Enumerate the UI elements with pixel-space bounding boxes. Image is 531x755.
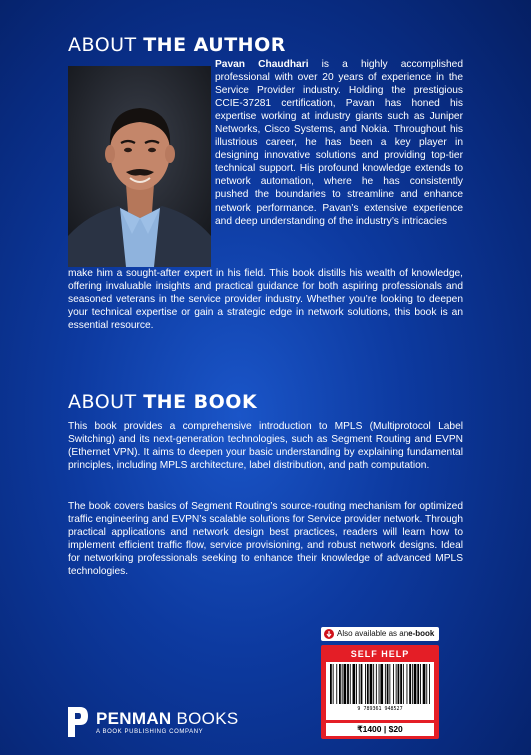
barcode-bar [417, 664, 419, 704]
barcode-bar [356, 664, 357, 704]
barcode-bar [387, 664, 389, 704]
barcode-bar [361, 664, 363, 704]
publisher-name-light: BOOKS [171, 708, 239, 728]
barcode-bar [380, 664, 383, 704]
barcode-bar [339, 664, 341, 704]
download-arrow-icon [324, 629, 334, 639]
barcode-bar [353, 664, 356, 704]
barcode-bar [347, 664, 349, 704]
book-heading [68, 391, 257, 413]
penman-logo-icon [66, 705, 90, 739]
author-heading-light: ABOUT [68, 34, 144, 56]
barcode-bar [336, 664, 337, 704]
barcode-bar [423, 664, 426, 704]
barcode-bar [429, 664, 430, 704]
publisher-logo [66, 705, 238, 739]
barcode-bars-icon [326, 662, 434, 706]
isbn-digits: 9 789361 948527 [357, 706, 403, 712]
barcode-bar [420, 664, 421, 704]
publisher-name [96, 710, 238, 728]
author-bio-text: is a highly accomplished professional with over 20 years of experience in the Service Provider industry. Holding the prestigious CCIE-37281 certification, Pavan has honed his expertise working at industry giants such as Juniper Networks, Cisco Systems, and Nokia. Throughout his illustrious career, he has been a key player in designing innovative solutions and providing top-tier technical support. His profound knowledge extends to network automation, where he has consistently pushed the boundaries to streamline and enhance network performance. Pavan’s extensive experience and deep understanding of the industry’s intricacies [215, 59, 463, 227]
book-heading-light: ABOUT [68, 391, 144, 413]
ebook-text: Also available as an [337, 629, 409, 638]
category-label: SELF HELP [350, 649, 410, 659]
author-bio-side [215, 58, 463, 228]
author-portrait-icon [68, 66, 211, 267]
barcode-bar [359, 664, 360, 704]
barcode-bar [407, 664, 408, 704]
author-name: Pavan Chaudhari [215, 59, 309, 70]
barcode-bar [412, 664, 413, 704]
book-heading-bold: THE BOOK [143, 391, 258, 413]
barcode-bar [365, 664, 366, 704]
book-paragraph-1: This book provides a comprehensive introduction to MPLS (Multiprotocol Label Switching) and its next-generation technologies, such as Segment Routing and EVPN (Ethernet VPN). It aims to deepen your basic understanding by explaining fundamental principles, including MPLS architecture, label distribution, and path computation. [68, 421, 463, 472]
barcode-bar [367, 664, 369, 704]
barcode-bar [414, 664, 417, 704]
author-heading [68, 34, 286, 56]
barcode-bar [396, 664, 397, 704]
author-heading-bold: THE AUTHOR [143, 34, 286, 56]
barcode-bar [400, 664, 402, 704]
price-label: ₹1400 | $20 [326, 723, 434, 736]
barcode-bar [350, 664, 351, 704]
barcode-bar [398, 664, 400, 704]
barcode-bar [376, 664, 377, 704]
barcode-bar [385, 664, 386, 704]
publisher-tagline: A BOOK PUBLISHING COMPANY [96, 728, 204, 735]
author-bio-full: make him a sought-after expert in his field. This book distills his wealth of knowledge, offering invaluable insights and practical guidance for both aspiring professionals and seasoned veterans in the service provider industry. Whether you’re looking to deepen your technical expertise or gain a strategic edge in network solutions, this book is an essential resource. [68, 268, 463, 332]
barcode-bar [330, 664, 332, 704]
barcode-bar [403, 664, 404, 704]
barcode-bar [426, 664, 427, 704]
barcode-bar [379, 664, 380, 704]
author-photo [68, 66, 211, 267]
barcode-bar [333, 664, 334, 704]
ebook-text-bold: e-book [408, 629, 435, 638]
ebook-badge [321, 627, 439, 641]
barcode-bar [373, 664, 374, 704]
publisher-name-bold: PENMAN [96, 708, 172, 728]
barcode-bar [389, 664, 390, 704]
barcode-panel [321, 645, 439, 739]
barcode-bar [342, 664, 343, 704]
book-paragraph-2: The book covers basics of Segment Routing’s source-routing mechanism for optimized traffic engineering and EVPN’s scalable solutions for Service provider network. Through practical applications and network design best practices, readers will learn how to implement efficient traffic flow, service provisioning, and robust network designs. Ideal for networking professionals seeking to enhance their knowledge of advanced MPLS technologies. [68, 501, 463, 578]
barcode-bar [370, 664, 373, 704]
barcode-bar [344, 664, 347, 704]
barcode-bar [393, 664, 394, 704]
barcode-bar [409, 664, 411, 704]
